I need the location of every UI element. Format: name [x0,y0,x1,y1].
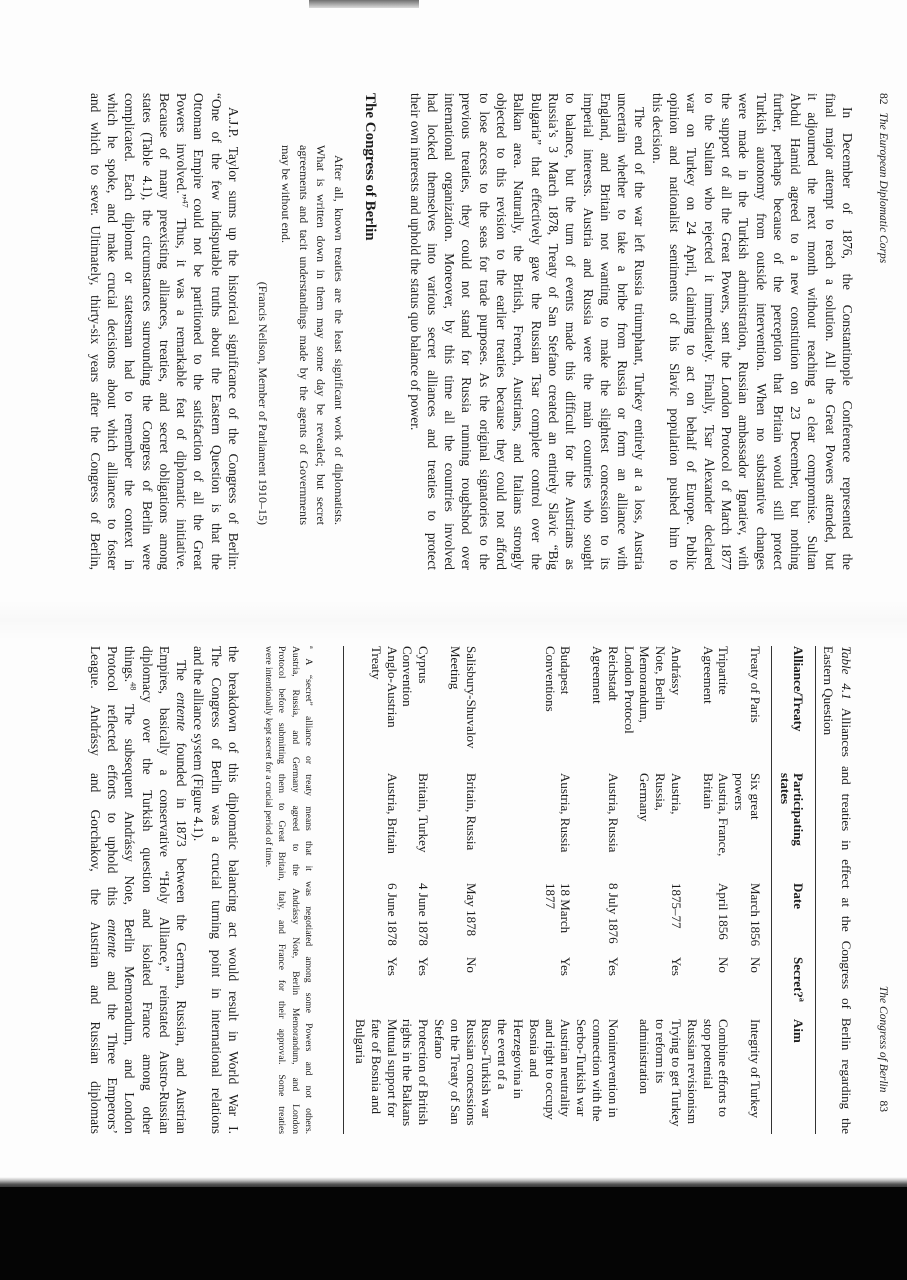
cell-line: Russia, [653,773,669,811]
cell-line: Stefano [432,1019,448,1059]
text-line: further, perhaps because of the perception that Britain would still protect [770,93,786,570]
cell-line: 4 June 1878 [416,883,432,946]
text-line: In December of 1876, the Constantinople Conference represented the [840,107,855,570]
cell-line: Conventions [542,646,558,712]
cell-line: 1877 [542,883,558,909]
text-line: The Congress of Berlin was a crucial turning point in international relations [208,646,224,1134]
table-cell [479,1019,574,1134]
cell-line: Russian revisionism [684,1019,700,1125]
text-segment: Alliances and treaties in effect at the Congress of Berlin regarding the [839,699,854,1134]
running-head-title: The Congress of Berlin [877,985,889,1093]
cell-line: stop potential [700,1019,716,1090]
cell-line: Austria, [669,773,685,815]
text-line: After all, known treaties are the least significant work of diplomatists. [332,155,346,525]
cell-line: 18 March [558,883,574,934]
text-line: were intentionally kept secret for a crucial period of time. [263,646,275,868]
table-cell [573,773,620,883]
text-line: their own interests and uphold the status quo balance of power. [407,93,423,431]
text-line: A.J.P. Taylor sums up the historical significance of the Congress of Berlin: [226,107,241,570]
cell-line: Yes [669,957,685,976]
cell-line: Britain, Turkey [416,773,432,853]
section-heading: The Congress of Berlin [362,93,378,241]
cell-line: Convention [400,646,416,707]
text-segment: Powers involved.” [174,93,190,200]
note-reference: a [797,997,807,1002]
table-cell [684,773,731,883]
text-line [837,646,855,1134]
table-footnote [262,646,315,1134]
table-cell [621,957,684,1019]
cell-line: Bosnia and [526,1019,542,1078]
column-header [772,1019,816,1134]
header-line: Date [791,883,806,909]
cell-line: Anglo-Austrian [384,646,400,728]
cell-line: Memorandum, [637,646,653,723]
text-segment: The [174,660,190,693]
cell-line: Combine efforts to [716,1019,732,1117]
table-cell [573,1019,620,1134]
cell-line: Britain [700,773,716,810]
cell-line: the event of a [495,1019,511,1090]
cell-line: May 1878 [463,883,479,937]
text-line: the breakdown of this diplomatic balancing act would result in World War I. [226,646,241,1134]
text-segment: Table 4.1 [839,646,854,700]
cell-line: Meeting [447,646,463,690]
column-header [772,957,816,1019]
cell-line: Bulgaria [353,1019,369,1064]
note-reference: 47 [180,199,190,208]
table-cell [479,646,574,773]
table-cell [431,883,478,957]
text-line: Bulgaria” that effectively gave the Russian Tsar complete control over the [528,93,544,570]
text-line: previous treaties, they could not stand for Russia running roughshod over [459,93,475,570]
header-line: Participating [791,773,806,846]
cell-line: Six great [748,773,763,820]
cell-line: Yes [605,957,621,976]
body-text [86,646,242,1134]
text-line: Ottoman Empire could not be partitioned to the satisfaction of all the Great [191,93,207,570]
cell-line: Protection of British [416,1019,432,1126]
table-row [621,646,684,1134]
text-segment: things. [122,646,138,683]
text-segment: entente [174,692,190,732]
running-head-title: The European Diplomatic Corps [877,112,889,264]
header-line [792,957,805,1019]
text-segment: founded in 1873 between the German, Russian, and Austrian [174,731,190,1134]
text-line: uncertain whether to take a bribe from Russia or form an alliance with [615,93,631,570]
table-cell [621,883,684,957]
table-body [344,646,772,1134]
text-segment: entente [104,919,120,958]
text-line: Abdul Hamid agreed to a new constitution on 23 December, but nothing [788,93,804,570]
table-cell [621,646,684,773]
cell-line: Austria, France, [716,773,732,857]
text-line: to balance, but the turn of events made this difficult for the Austrians as [563,93,579,570]
table-cell [431,646,478,773]
note-reference: 48 [128,682,138,691]
cell-line: Budapest [558,646,574,695]
cell-line: April 1856 [716,883,732,940]
cell-line: Tripartite [716,646,732,695]
table-row [479,646,574,1134]
table-cell [731,646,771,773]
cell-line: Britain, Russia [463,773,479,851]
cell-line: Russian concessions [463,1019,479,1126]
cell-line: Trying to get Turkey [669,1019,685,1127]
left-running-head [875,93,891,271]
cell-line: London Protocol [621,646,637,734]
cell-line: Yes [384,957,400,976]
table-cell [344,646,400,773]
table-cell [684,883,731,957]
page-number: 83 [877,1100,889,1112]
text-line: states (Table 4.1), the circumstances surrounding the Congress of Berlin were [139,93,155,570]
text-line: to lose access to the seas for trade purposes. As the original signatories to the [476,93,492,570]
cell-line: Andrássy [669,646,685,696]
epigraph-attribution: (Francis Neilson, Member of Parliament 1910–15) [256,281,270,525]
cell-line: Nonintervention in [605,1019,621,1118]
table-cell [731,883,771,957]
text-line: diplomacy over the Turkish question and isolated France among other [139,646,155,1134]
alliances-table [343,646,816,1134]
cell-line: powers [732,773,748,811]
text-line: war on Turkey on 24 April, claiming to act on behalf of Europe. Public [684,93,700,570]
text-line: Balkan area. Naturally, the British, French, Austrians, and Italians strongly [511,93,527,570]
cell-line: Serbo-Turkish war [574,1019,590,1117]
table-cell [621,1019,684,1134]
table-cell [431,1019,478,1134]
text-line: opinion and nationalist sentiments of his Slavic population pushed him to [667,93,683,570]
text-line: to the Sultan who rejected it immediately. Finally, Tsar Alexander declared [701,93,717,570]
table-cell [344,883,400,957]
header-line: states [778,773,793,805]
text-line: Protocol before submitting them to Great Britain, Italy, and France for their approval. Some treaties [276,646,288,1134]
table-cell [731,773,771,883]
text-line: The end of the war left Russia triumphant, Turkey entirely at a loss, Austria [632,107,648,570]
page-gutter [0,600,907,640]
table-cell [479,773,574,883]
table-header-row [772,646,816,1134]
body-text [406,93,856,570]
text-line: the support of all the Great Powers, sent the London Protocol of March 1877 [718,93,734,570]
cell-line: Yes [416,957,432,976]
column-header [772,883,816,957]
cell-line: connection with the [590,1019,606,1122]
text-segment: Thus, it was a remarkable feat of diplomatic initiative. [174,207,190,570]
table-cell [400,883,432,957]
text-line: this decision. [649,93,665,164]
cell-line: and right to occupy [542,1019,558,1120]
cell-line: to reform its [653,1019,669,1084]
text-segment: A “secret” alliance or treaty means that it was negotiated among some Powers and not others. [303,648,314,1134]
cell-line: Integrity of Turkey [748,1019,763,1118]
table-cell [731,957,771,1019]
cell-line: on the Treaty of San [447,1019,463,1125]
cell-line: 6 June 1878 [384,883,400,946]
cell-line: fate of Bosnia and [368,1019,384,1114]
cell-line: Austria, Russia [558,773,574,853]
text-line [173,646,190,1134]
table-cell [731,1019,771,1134]
table-cell [621,773,684,883]
cell-line: administration [637,1019,653,1095]
text-line: Empires, basically a conservative “Holy Alliance,” reinstated Austro-Russian [156,646,172,1134]
table-row [344,646,400,1134]
cell-line: Austrian neutrality [558,1019,574,1117]
table-row [400,646,432,1134]
cell-line: Yes [558,957,574,976]
table-cell [431,773,478,883]
cell-line: Germany [637,773,653,822]
cell-line: Salisbury-Shuvalov [463,646,479,749]
text-line: Austria, Russia, and Germany agreed to the Andrássy Note, Berlin Memorandum, and London [289,646,301,1134]
text-line: had locked themselves into various secret alliances and treaties to protect [424,93,440,570]
column-header [772,773,816,883]
text-line: Russia’s 3 March 1878, Treaty of San Stefano created an entirely Slavic “Big [545,93,561,570]
text-segment: and the Three Emperors’ [104,957,120,1134]
text-line: Eastern Question [821,646,836,736]
table-cell [684,646,731,773]
table-cell [684,957,731,1019]
text-line: may be without end. [278,145,293,243]
text-line: Because of many preexisting alliances, treaties, and secret obligations among [156,93,172,570]
table-cell [400,773,432,883]
text-line [173,93,190,570]
cell-line: Agreement [590,646,606,704]
cell-line: 8 July 1876 [605,883,621,944]
text-line: objected to this revision to the earlier treaties because they could not afford [494,93,510,570]
epigraph [276,145,347,525]
table-row [573,646,620,1134]
header-line: Aim [791,1019,806,1043]
cell-line: Agreement [700,646,716,704]
text-line: complicated. Each diplomat or statesman had to remember the context in [122,93,138,570]
scan-border [0,1187,907,1280]
cell-line: Note, Berlin [653,646,669,711]
text-line: and the alliance system (Figure 4.1). [191,646,207,842]
cell-line: Reichstadt [605,646,621,701]
cell-line: Austria, Britain [384,773,400,854]
table-caption [819,646,855,1134]
cell-line: Treaty of Paris [748,646,763,723]
text-line [121,646,138,1134]
table-cell [684,1019,731,1134]
text-line: Turkish autonomy from outside intervention. When no substantive changes [753,93,769,570]
table-row [431,646,478,1134]
cell-line: Mutual support for [384,1019,400,1118]
text-line: international organization. Moreover, by this time all the countries involved [442,93,458,570]
cell-line: Treaty [368,646,384,680]
text-line: it adjourned the next month without reaching a clear compromise. Sultan [805,93,821,570]
note-reference: a [308,646,315,649]
text-line: League. Andrássy and Gorchakov, the Austrian and Russian diplomats [87,646,103,1134]
cell-line: No [716,957,732,973]
text-line [104,646,121,1134]
cell-line: rights in the Balkans [400,1019,416,1127]
body-text-continued [86,93,242,570]
header-line: Alliance/Treaty [791,646,806,732]
text-line [302,646,315,1134]
table-cell [344,773,400,883]
column-header [772,646,816,773]
text-line: were made in the Turkish administration, Russian ambassador Ignatiev, with [736,93,752,570]
text-segment: The subsequent Andrássy Note, Berlin Memorandum, and London [122,690,138,1134]
table-cell [400,646,432,773]
cell-line: No [463,957,479,973]
text-line: final major attempt to reach a solution. All the Great Powers attended, but [822,93,838,570]
table-cell [400,957,432,1019]
table-cell [573,646,620,773]
text-line: “One of the few indisputable truths about the Eastern Question is that the [208,93,224,570]
table-cell [344,957,400,1019]
table-row [684,646,731,1134]
text-segment: Protocol reflected efforts to uphold this [104,646,120,920]
right-running-head [875,646,891,1112]
cell-line: Cyprus [416,646,432,684]
table-cell [479,883,574,957]
cell-line: Austria, Russia [605,773,621,853]
table-cell [431,957,478,1019]
table-row [731,646,771,1134]
cell-line: No [748,957,763,973]
cell-line: March 1856 [748,883,763,947]
text-line: imperial interests. Austria and Russia were the main countries who sought [580,93,596,570]
text-line: and which to sever. Ultimately, thirty-six years after the Congress of Berlin, [87,93,103,570]
cell-line: Herzegovina in [511,1019,527,1099]
cell-line: Russo-Turkish war [479,1019,495,1118]
table-cell [479,957,574,1019]
table-cell [573,957,620,1019]
text-line: England, and Britain not wanting to make the slightest concession to its [597,93,613,570]
table-cell [344,1019,400,1134]
table-cell [400,1019,432,1134]
cell-line: 1875–77 [669,883,685,929]
header-text: Secret? [791,957,806,998]
table-cell [573,883,620,957]
page-number: 82 [877,93,889,105]
text-line: What is written down in them may some day be revealed; but secret [314,145,329,525]
scan-artifact [309,0,419,8]
text-line: which he spoke, and make crucial decisions about which alliances to foster [104,93,120,570]
text-line: agreements and tacit understandings made by the agents of Governments [296,145,311,525]
